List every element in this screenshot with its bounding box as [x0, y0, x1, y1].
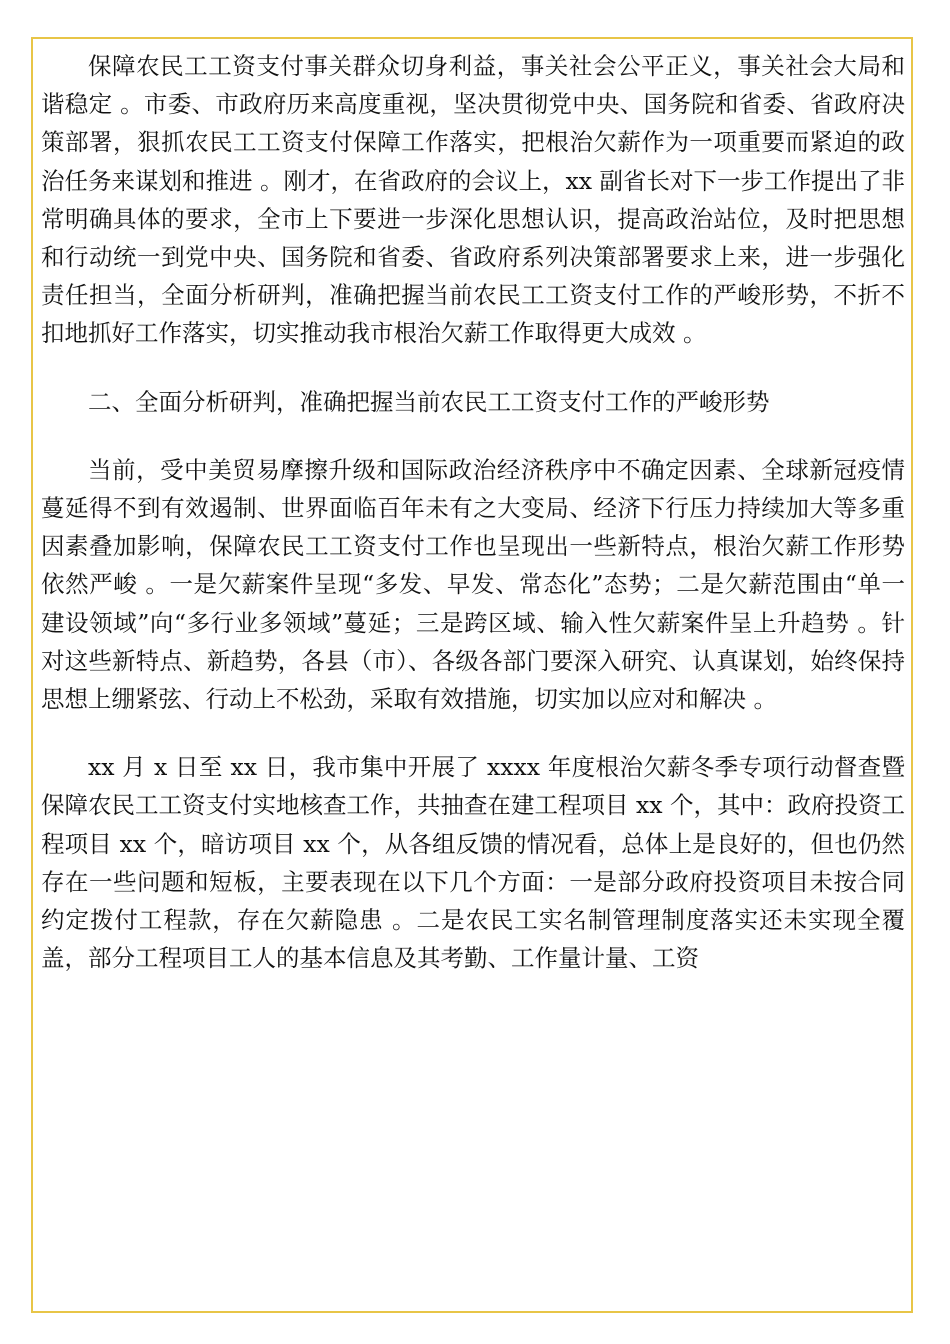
paragraph-inspection: xx 月 x 日至 xx 日，我市集中开展了 xxxx 年度根治欠薪冬季专项行动督查暨保障农民工工资支付实地核查工作，共抽查在建工程项目 xx 个，其中：政府投资工程项目 xx 个，暗访项目 xx 个，从各组反馈的情况看，总体上是良好的，但也仍然存在一些问题和短板，主要表现在以下几个方面：一是部分政府投资项目未按合同约定拨付工程款，存在欠薪隐患 。二是农民工实名制管理制度落实还未实现全覆盖，部分工程项目工人的基本信息及其考勤、工作量计量、工资: [41, 753, 905, 973]
section-heading: 二、全面分析研判，准确把握当前农民工工资支付工作的严峻形势: [88, 387, 770, 416]
page-frame: [31, 37, 913, 1313]
paragraph-intro: 保障农民工工资支付事关群众切身利益，事关社会公平正义，事关社会大局和谐稳定 。市委、市政府历来高度重视，坚决贯彻党中央、国务院和省委、省政府决策部署，狠抓农民工工资支付保障工作落实，把根治欠薪作为一项重要而紧迫的政治任务来谋划和推进 。刚才，在省政府的会议上，xx 副省长对下一步工作提出了非常明确具体的要求，全市上下要进一步深化思想认识，提高政治站位，及时把思想和行动统一到党中央、国务院和省委、省政府系列决策部署要求上来，进一步强化责任担当，全面分析研判，准确把握当前农民工工资支付工作的严峻形势，不折不扣地抓好工作落实，切实推动我市根治欠薪工作取得更大成效 。: [41, 52, 905, 348]
document-body: [41, 47, 905, 1007]
paragraph-situation: 当前，受中美贸易摩擦升级和国际政治经济秩序中不确定因素、全球新冠疫情蔓延得不到有效遏制、世界面临百年未有之大变局、经济下行压力持续加大等多重因素叠加影响，保障农民工工资支付工作也呈现出一些新特点，根治欠薪工作形势依然严峻 。一是欠薪案件呈现“多发、早发、常态化”态势；二是欠薪范围由“单一建设领域”向“多行业多领域”蔓延；三是跨区域、输入性欠薪案件呈上升趋势 。针对这些新特点、新趋势，各县（市）、各级各部门要深入研究、认真谋划，始终保持思想上绷紧弦、行动上不松劲，采取有效措施，切实加以应对和解决 。: [41, 455, 905, 714]
